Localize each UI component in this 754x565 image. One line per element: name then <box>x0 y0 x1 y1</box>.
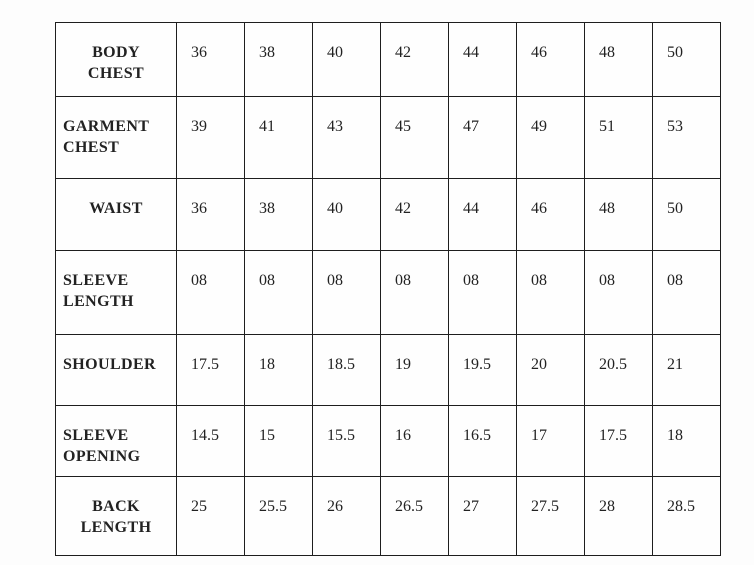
table-row <box>56 406 721 477</box>
size-value-cell: 41 <box>245 97 313 179</box>
size-value-cell: 14.5 <box>177 406 245 477</box>
size-value-cell: 08 <box>381 251 449 335</box>
size-value-cell: 27 <box>449 477 517 556</box>
table-row <box>56 335 721 406</box>
size-value-cell: 08 <box>653 251 721 335</box>
size-value-cell: 18.5 <box>313 335 381 406</box>
size-value-cell: 08 <box>517 251 585 335</box>
row-header: BACK LENGTH <box>56 477 177 556</box>
size-value-cell: 18 <box>245 335 313 406</box>
table-row <box>56 251 721 335</box>
size-value-cell: 36 <box>177 23 245 97</box>
row-header: SLEEVE OPENING <box>56 406 177 477</box>
size-value-cell: 40 <box>313 23 381 97</box>
table-row <box>56 179 721 251</box>
size-value-cell: 46 <box>517 179 585 251</box>
size-value-cell: 20.5 <box>585 335 653 406</box>
size-value-cell: 17 <box>517 406 585 477</box>
size-value-cell: 48 <box>585 23 653 97</box>
size-value-cell: 48 <box>585 179 653 251</box>
size-value-cell: 26 <box>313 477 381 556</box>
table-row <box>56 97 721 179</box>
size-value-cell: 42 <box>381 179 449 251</box>
size-value-cell: 44 <box>449 23 517 97</box>
size-value-cell: 20 <box>517 335 585 406</box>
size-value-cell: 16 <box>381 406 449 477</box>
size-value-cell: 36 <box>177 179 245 251</box>
size-value-cell: 21 <box>653 335 721 406</box>
row-header: SHOULDER <box>56 335 177 406</box>
size-value-cell: 26.5 <box>381 477 449 556</box>
size-value-cell: 08 <box>245 251 313 335</box>
size-value-cell: 43 <box>313 97 381 179</box>
size-value-cell: 19 <box>381 335 449 406</box>
size-value-cell: 44 <box>449 179 517 251</box>
size-value-cell: 18 <box>653 406 721 477</box>
size-value-cell: 17.5 <box>585 406 653 477</box>
size-value-cell: 42 <box>381 23 449 97</box>
size-value-cell: 51 <box>585 97 653 179</box>
size-value-cell: 16.5 <box>449 406 517 477</box>
row-header: GARMENT CHEST <box>56 97 177 179</box>
size-value-cell: 38 <box>245 23 313 97</box>
size-value-cell: 40 <box>313 179 381 251</box>
size-value-cell: 28 <box>585 477 653 556</box>
row-header: SLEEVE LENGTH <box>56 251 177 335</box>
size-value-cell: 08 <box>449 251 517 335</box>
size-value-cell: 46 <box>517 23 585 97</box>
size-value-cell: 39 <box>177 97 245 179</box>
size-value-cell: 15.5 <box>313 406 381 477</box>
size-value-cell: 45 <box>381 97 449 179</box>
row-header: WAIST <box>56 179 177 251</box>
size-chart-container <box>55 22 721 556</box>
size-value-cell: 49 <box>517 97 585 179</box>
size-value-cell: 50 <box>653 179 721 251</box>
size-value-cell: 25 <box>177 477 245 556</box>
size-value-cell: 47 <box>449 97 517 179</box>
size-value-cell: 25.5 <box>245 477 313 556</box>
row-header: BODY CHEST <box>56 23 177 97</box>
size-chart-table <box>55 22 721 556</box>
size-value-cell: 19.5 <box>449 335 517 406</box>
size-value-cell: 08 <box>177 251 245 335</box>
size-value-cell: 15 <box>245 406 313 477</box>
size-value-cell: 50 <box>653 23 721 97</box>
size-value-cell: 28.5 <box>653 477 721 556</box>
table-row <box>56 477 721 556</box>
size-value-cell: 08 <box>313 251 381 335</box>
size-value-cell: 08 <box>585 251 653 335</box>
table-row <box>56 23 721 97</box>
size-chart-body <box>56 23 721 556</box>
size-value-cell: 17.5 <box>177 335 245 406</box>
size-value-cell: 27.5 <box>517 477 585 556</box>
size-value-cell: 53 <box>653 97 721 179</box>
size-value-cell: 38 <box>245 179 313 251</box>
